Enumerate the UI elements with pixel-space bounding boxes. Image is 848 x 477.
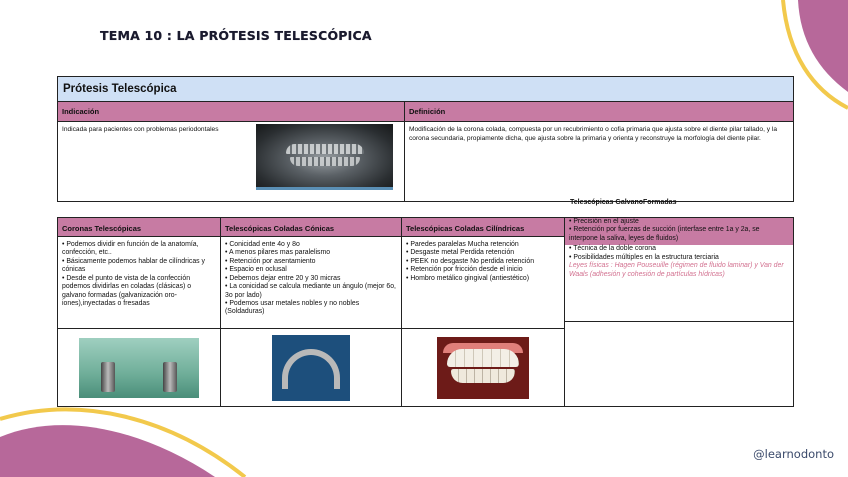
list-item: • Hombro metálico gingival (antiestético) — [406, 274, 530, 282]
list-item: • Básicamente podemos hablar de cilíndricas y cónicas — [62, 257, 205, 274]
column-body — [565, 245, 793, 322]
column-header: Telescópicas Coladas Cónicas — [221, 218, 401, 237]
list-item: • Paredes paralelas Mucha retención — [406, 241, 519, 248]
author-handle: @learnodonto — [753, 447, 834, 461]
metal-bar-prosthesis-image — [272, 335, 350, 401]
list-item: • Desde el punto de vista de la confección podemos dividirlas en coladas (clásicas) o galvano formadas (galvanización oro-iones),inyectadas o fresadas — [62, 274, 192, 307]
list-item: • Retención por asentamiento — [225, 257, 316, 265]
column-image-cell — [221, 329, 401, 406]
indicacion-header: Indicación — [58, 102, 405, 121]
protesis-telescopica-table — [57, 76, 794, 202]
bottom-left-decoration — [0, 397, 250, 477]
implant-abutments-image — [79, 338, 199, 398]
column-body — [58, 237, 220, 329]
table-body-row — [58, 122, 793, 201]
telescopicas-table — [57, 217, 794, 407]
physics-laws-note: Leyes físicas : Hagen Pouseuille (régimen de fluido laminar) y Van der Waals (adhesión y cohesión de partículas hídricas) — [569, 262, 784, 278]
definicion-header: Definición — [409, 107, 446, 116]
column-image-cell — [58, 329, 220, 406]
xray-cell — [248, 122, 405, 201]
list-item: • Retención por fricción desde el inicio — [406, 266, 523, 274]
list-item: • Desgaste metal Perdida retención — [406, 249, 515, 257]
column-image-cell — [402, 329, 564, 406]
empty-image-cell — [565, 322, 793, 399]
table-title: Prótesis Telescópica — [58, 77, 793, 102]
column-body — [221, 237, 401, 329]
list-item: • Precisión en el ajuste — [569, 218, 639, 225]
column-header — [565, 218, 793, 245]
list-item: • Posibilidades múltiples en la estructura terciaria — [569, 253, 719, 261]
coronas-telescopicas-column — [58, 218, 221, 406]
list-item: • Técnica de la doble corona — [569, 245, 656, 253]
column-header: Telescópicas Coladas Cilíndricas — [402, 218, 564, 237]
page-title: TEMA 10 : LA PRÓTESIS TELESCÓPICA — [100, 28, 372, 43]
galvano-formadas-label: Telescópicas GalvanoFormadas — [570, 199, 677, 206]
list-item: • Podemos usar metales nobles y no nobles (Soldaduras) — [225, 299, 360, 316]
indicacion-cell: Indicada para pacientes con problemas periodontales — [62, 126, 219, 133]
dentition-image — [437, 337, 529, 399]
definicion-cell: Modificación de la corona colada, compuesta por un recubrimiento o cofia primaria que ajusta sobre el diente pilar tallado, y la corona secundaria, propiamente dicha, que ajusta sobre la primaria y orienta y reconstruye la morfología del diente pilar. — [409, 126, 777, 142]
list-item: • La conicidad se calcula mediante un ángulo (mejor 6o, 3o por lado) — [225, 283, 396, 299]
coladas-conicas-column — [221, 218, 402, 406]
galvanoformadas-column — [565, 218, 793, 406]
list-item: • Conicidad ente 4o y 8o — [225, 241, 300, 248]
list-item: • A menos pilares mas paralelismo — [225, 249, 331, 257]
column-header: Coronas Telescópicas — [58, 218, 220, 237]
coladas-cilindricas-column — [402, 218, 565, 406]
column-body — [402, 237, 564, 329]
list-item: • Espacio en oclusal — [225, 266, 287, 274]
list-item: • Retención por fuerzas de succión (interfase entre 1a y 2a, se interpone la saliva, leyes de fluidos) — [569, 226, 760, 242]
list-item: • Debemos dejar entre 20 y 30 micras — [225, 274, 341, 282]
table-header-row — [58, 102, 793, 122]
list-item: • PEEK no desgaste No perdida retención — [406, 257, 535, 265]
panoramic-xray-image — [256, 124, 393, 190]
list-item: • Podemos dividir en función de la anatomía, confección, etc.. — [62, 241, 199, 257]
